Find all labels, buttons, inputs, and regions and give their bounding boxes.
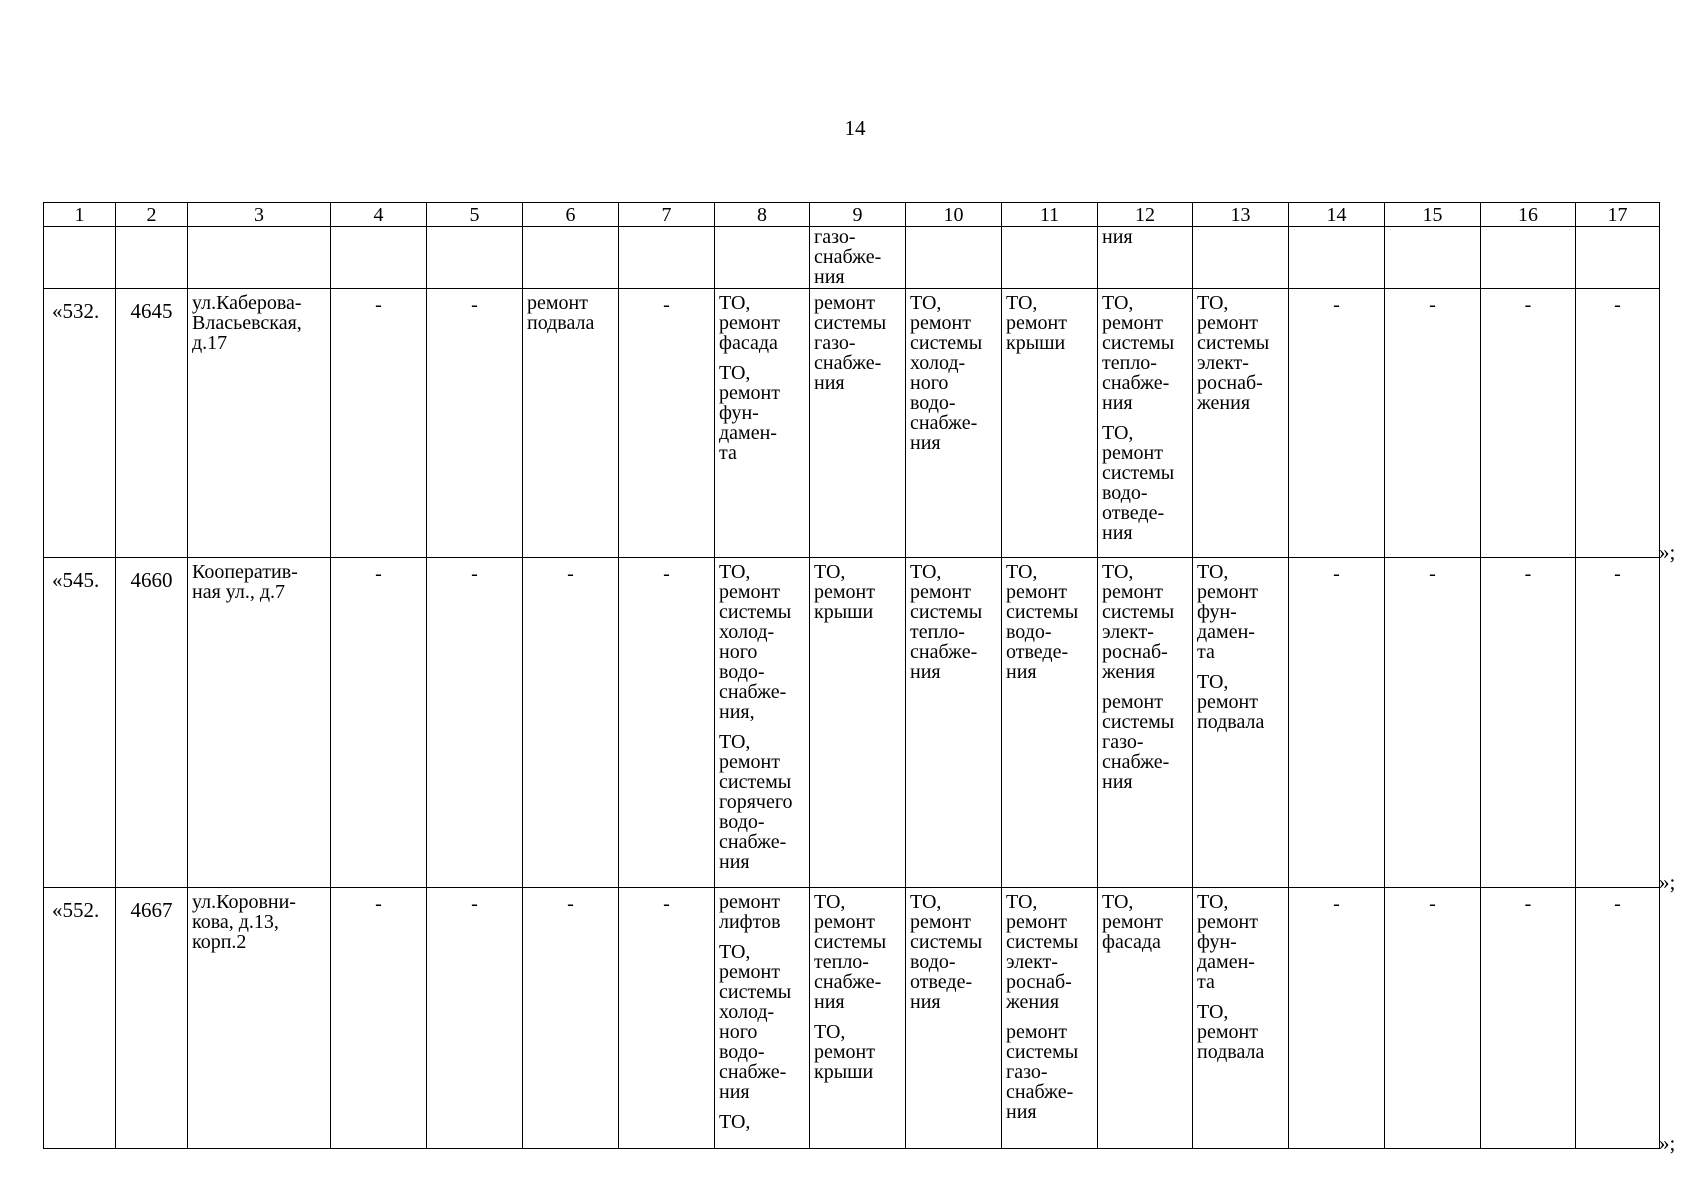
column-header: 13 (1193, 203, 1289, 227)
table-cell: - (1576, 888, 1660, 1149)
work-item (814, 227, 901, 287)
text-line: ния (1102, 771, 1133, 793)
text-line: ТО, (814, 1021, 846, 1043)
table-cell (715, 289, 810, 558)
text-line: тепло- (814, 951, 869, 973)
text-line: системы (1006, 931, 1079, 953)
text-line: газо- (814, 332, 856, 354)
text-line: системы (910, 931, 983, 953)
text-line: газо- (1102, 731, 1144, 753)
table-cell: - (427, 289, 523, 558)
text-line: дамен- (1197, 951, 1255, 973)
text-line: крыши (814, 601, 874, 623)
text-line: снабже- (1102, 751, 1170, 773)
work-item (719, 293, 805, 353)
text-line: ТО, (1197, 561, 1229, 583)
text-line: ул.Каберова- (192, 292, 302, 314)
column-header: 12 (1098, 203, 1193, 227)
text-line: ТО, (719, 561, 751, 583)
table-cell (1098, 289, 1193, 558)
text-line: ТО, (1006, 891, 1038, 913)
work-item (1006, 562, 1093, 682)
work-item (1006, 892, 1093, 1012)
text-line: та (1197, 971, 1215, 993)
text-line: снабже- (910, 412, 978, 434)
work-item (814, 892, 901, 1012)
text-line: ремонт (719, 312, 780, 334)
text-line: ТО, (1006, 292, 1038, 314)
table-cell (1193, 289, 1289, 558)
column-header: 3 (188, 203, 331, 227)
text-line: лифтов (719, 911, 781, 933)
text-line: ремонт (1006, 581, 1067, 603)
text-line: роснаб- (1102, 641, 1168, 663)
header-row (44, 203, 1660, 227)
table-cell (1002, 289, 1098, 558)
table-cell: - (331, 558, 427, 888)
text-line: роснаб- (1006, 971, 1072, 993)
text-line: ТО, (910, 891, 942, 913)
text-line: фун- (1197, 601, 1237, 623)
text-line: жения (1197, 392, 1251, 414)
work-item (1197, 562, 1284, 662)
text-line: системы (719, 601, 792, 623)
table-cell: - (523, 558, 619, 888)
text-line: снабже- (910, 641, 978, 663)
work-item (1102, 892, 1188, 952)
text-line: снабже- (719, 1061, 787, 1083)
text-line: ния (814, 991, 845, 1013)
column-header: 5 (427, 203, 523, 227)
work-item (1197, 672, 1284, 732)
table-cell: - (1289, 558, 1385, 888)
text-line: водо- (910, 951, 956, 973)
table-cell (810, 227, 906, 289)
table-cell (906, 289, 1002, 558)
table-cell: - (331, 289, 427, 558)
table-cell (1002, 558, 1098, 888)
work-item (719, 732, 805, 872)
table-cell (1002, 888, 1098, 1149)
text-line: системы (1102, 711, 1175, 733)
text-line: ремонт (1197, 691, 1258, 713)
work-item (910, 562, 997, 682)
text-line: ремонт (1102, 691, 1163, 713)
work-item (1197, 892, 1284, 992)
text-line: ния (910, 661, 941, 683)
text-line: ТО, (1197, 292, 1229, 314)
text-line: отведе- (910, 971, 973, 993)
text-line: тепло- (1102, 352, 1157, 374)
text-line: ния (1102, 522, 1133, 544)
text-line: ТО, (719, 941, 751, 963)
text-line: та (719, 442, 737, 464)
table-cell: - (1481, 558, 1576, 888)
table-cell: - (427, 888, 523, 1149)
text-line: дамен- (719, 422, 777, 444)
table-cell: - (1481, 888, 1576, 1149)
text-line: ния (814, 266, 845, 288)
column-header: 4 (331, 203, 427, 227)
text-line: снабже- (1006, 1081, 1074, 1103)
text-line: крыши (1006, 332, 1066, 354)
work-item (719, 1112, 805, 1132)
address-cell (188, 558, 331, 888)
table-cell (1098, 227, 1193, 289)
text-line: ремонт (527, 292, 588, 314)
table-cell (523, 289, 619, 558)
work-item (1197, 1002, 1284, 1062)
text-line: снабже- (719, 831, 787, 853)
text-line: снабже- (814, 352, 882, 374)
text-line: ремонт (910, 581, 971, 603)
text-line: снабже- (814, 971, 882, 993)
text-line: ния (910, 991, 941, 1013)
work-item (1197, 293, 1284, 413)
table-cell (810, 888, 906, 1149)
table-cell: - (619, 888, 715, 1149)
column-header: 6 (523, 203, 619, 227)
table-cell (1193, 558, 1289, 888)
text-line: ремонт (910, 312, 971, 334)
work-item (1102, 562, 1188, 682)
table-cell: - (1289, 888, 1385, 1149)
work-item (719, 363, 805, 463)
text-line: системы (910, 601, 983, 623)
text-line: ТО, (1006, 561, 1038, 583)
table-cell: - (1385, 558, 1481, 888)
row-number: «552. (44, 888, 116, 1149)
work-item (527, 293, 614, 333)
text-line: ремонт (814, 1041, 875, 1063)
text-line: системы (719, 981, 792, 1003)
column-header: 14 (1289, 203, 1385, 227)
text-line: водо- (719, 1041, 765, 1063)
building-code: 4667 (116, 888, 188, 1149)
text-line: фасада (1102, 931, 1161, 953)
text-line: ул.Коровни- (192, 891, 296, 913)
row-closing-mark: »; (1659, 540, 1676, 564)
text-line: ремонт (1006, 911, 1067, 933)
text-line: та (1197, 641, 1215, 663)
text-line: ремонт (719, 961, 780, 983)
text-line: ния (1006, 661, 1037, 683)
text-line: ремонт (1102, 312, 1163, 334)
row-number: «532. (44, 289, 116, 558)
column-header: 17 (1576, 203, 1660, 227)
text-line: ния (719, 851, 750, 873)
text-line: ТО, (910, 292, 942, 314)
work-item (1102, 423, 1188, 543)
row-closing-mark: »; (1659, 1131, 1676, 1155)
table-row (44, 289, 1660, 558)
text-line: холод- (719, 621, 775, 643)
continuation-row (44, 227, 1660, 289)
text-line: водо- (1102, 482, 1148, 504)
text-line: ния (1102, 392, 1133, 414)
text-line: ТО, (1197, 891, 1229, 913)
text-line: ТО, (1102, 891, 1134, 913)
text-line: холод- (719, 1001, 775, 1023)
column-header: 10 (906, 203, 1002, 227)
text-line: ремонт (814, 911, 875, 933)
text-line: снабже- (1102, 372, 1170, 394)
address-cell (188, 289, 331, 558)
text-line: газо- (1006, 1061, 1048, 1083)
column-header: 1 (44, 203, 116, 227)
text-line: дамен- (1197, 621, 1255, 643)
table-cell (810, 558, 906, 888)
text-line: ТО, (1102, 292, 1134, 314)
text-line: водо- (910, 392, 956, 414)
work-item (1102, 293, 1188, 413)
text-line: ремонт (719, 581, 780, 603)
text-line: ния (1006, 1101, 1037, 1123)
text-line: корп.2 (192, 931, 247, 953)
table-cell (906, 558, 1002, 888)
text-line: ремонт (910, 911, 971, 933)
column-header: 2 (116, 203, 188, 227)
text-line: ремонт (814, 292, 875, 314)
column-header: 7 (619, 203, 715, 227)
table-cell: - (1289, 289, 1385, 558)
text-line: ремонт (719, 891, 780, 913)
text-line: фун- (1197, 931, 1237, 953)
text-line: элект- (1197, 352, 1249, 374)
table-cell (715, 888, 810, 1149)
text-line: горячего (719, 791, 793, 813)
text-line: ТО, (1102, 422, 1134, 444)
work-item (1102, 227, 1188, 247)
table-cell (810, 289, 906, 558)
work-item (1006, 293, 1093, 353)
text-line: снабже- (719, 681, 787, 703)
table-cell: - (619, 558, 715, 888)
text-line: снабже- (814, 246, 882, 268)
text-line: системы (1006, 1041, 1079, 1063)
text-line: газо- (814, 226, 856, 248)
table-cell: - (1576, 558, 1660, 888)
text-line: ремонт (1197, 312, 1258, 334)
text-line: ТО, (719, 731, 751, 753)
work-item (1102, 692, 1188, 792)
table-cell (715, 558, 810, 888)
text-line: ТО, (814, 561, 846, 583)
work-item (910, 892, 997, 1012)
text-line: системы (1102, 462, 1175, 484)
text-line: системы (719, 771, 792, 793)
table-cell (1098, 888, 1193, 1149)
row-closing-mark: »; (1659, 870, 1676, 894)
work-item (719, 562, 805, 722)
column-header: 11 (1002, 203, 1098, 227)
text-line: ного (719, 641, 758, 663)
text-line: ния (814, 372, 845, 394)
table-cell (906, 888, 1002, 1149)
table-cell: - (331, 888, 427, 1149)
text-line: системы (1197, 332, 1270, 354)
row-number: «545. (44, 558, 116, 888)
text-line: системы (910, 332, 983, 354)
text-line: ремонт (814, 581, 875, 603)
text-line: системы (814, 312, 887, 334)
text-line: ТО, (719, 362, 751, 384)
text-line: водо- (719, 811, 765, 833)
work-item (910, 293, 997, 453)
table-cell: - (1481, 289, 1576, 558)
text-line: д.17 (192, 332, 228, 354)
text-line: подвала (527, 312, 595, 334)
text-line: ремонт (1006, 1021, 1067, 1043)
text-line: ния (910, 432, 941, 454)
work-item (719, 942, 805, 1102)
text-line: фасада (719, 332, 778, 354)
table-row (44, 888, 1660, 1149)
text-line: жения (1102, 661, 1156, 683)
text-line: ТО, (910, 561, 942, 583)
text-line: водо- (719, 661, 765, 683)
work-item (814, 562, 901, 622)
work-item (814, 293, 901, 393)
column-header: 8 (715, 203, 810, 227)
page-number: 14 (844, 116, 866, 140)
work-item (814, 1022, 901, 1082)
text-line: тепло- (910, 621, 965, 643)
text-line: Кооператив- (192, 561, 298, 583)
table-cell: - (427, 558, 523, 888)
text-line: ния (1102, 226, 1133, 248)
text-line: Власьевская, (192, 312, 302, 334)
text-line: ТО, (814, 891, 846, 913)
building-code: 4645 (116, 289, 188, 558)
text-line: крыши (814, 1061, 874, 1083)
work-item (1006, 1022, 1093, 1122)
column-header: 9 (810, 203, 906, 227)
text-line: системы (1006, 601, 1079, 623)
text-line: ремонт (1197, 911, 1258, 933)
column-header: 16 (1481, 203, 1576, 227)
table-cell: - (1385, 888, 1481, 1149)
table-row (44, 558, 1660, 888)
text-line: элект- (1102, 621, 1154, 643)
table-cell: - (1576, 289, 1660, 558)
text-line: ТО, (1197, 671, 1229, 693)
text-line: отведе- (1006, 641, 1069, 663)
text-line: жения (1006, 991, 1060, 1013)
text-line: кова, д.13, (192, 911, 279, 933)
text-line: ния (719, 1081, 750, 1103)
text-line: ремонт (719, 382, 780, 404)
text-line: ремонт (1102, 442, 1163, 464)
text-line: элект- (1006, 951, 1058, 973)
text-line: холод- (910, 352, 966, 374)
address-cell (188, 888, 331, 1149)
text-line: ремонт (1197, 1021, 1258, 1043)
text-line: ного (719, 1021, 758, 1043)
text-line: водо- (1006, 621, 1052, 643)
works-table (43, 202, 1660, 1149)
table-cell: - (1385, 289, 1481, 558)
text-line: ного (910, 372, 949, 394)
building-code: 4660 (116, 558, 188, 888)
table-cell: - (523, 888, 619, 1149)
text-line: ремонт (1102, 581, 1163, 603)
text-line: ремонт (1006, 312, 1067, 334)
text-line: ремонт (1197, 581, 1258, 603)
table-cell: - (619, 289, 715, 558)
text-line: ТО, (1102, 561, 1134, 583)
text-line: системы (1102, 601, 1175, 623)
text-line: фун- (719, 402, 759, 424)
text-line: подвала (1197, 711, 1265, 733)
text-line: системы (814, 931, 887, 953)
text-line: отведе- (1102, 502, 1165, 524)
text-line: ТО, (719, 292, 751, 314)
text-line: ТО, (1197, 1001, 1229, 1023)
text-line: ремонт (1102, 911, 1163, 933)
text-line: ремонт (719, 751, 780, 773)
work-item (719, 892, 805, 932)
table-cell (1098, 558, 1193, 888)
text-line: ТО, (719, 1111, 751, 1133)
text-line: системы (1102, 332, 1175, 354)
column-header: 15 (1385, 203, 1481, 227)
text-line: ная ул., д.7 (192, 581, 286, 603)
text-line: ния, (719, 701, 755, 723)
text-line: подвала (1197, 1041, 1265, 1063)
text-line: роснаб- (1197, 372, 1263, 394)
table-cell (1193, 888, 1289, 1149)
